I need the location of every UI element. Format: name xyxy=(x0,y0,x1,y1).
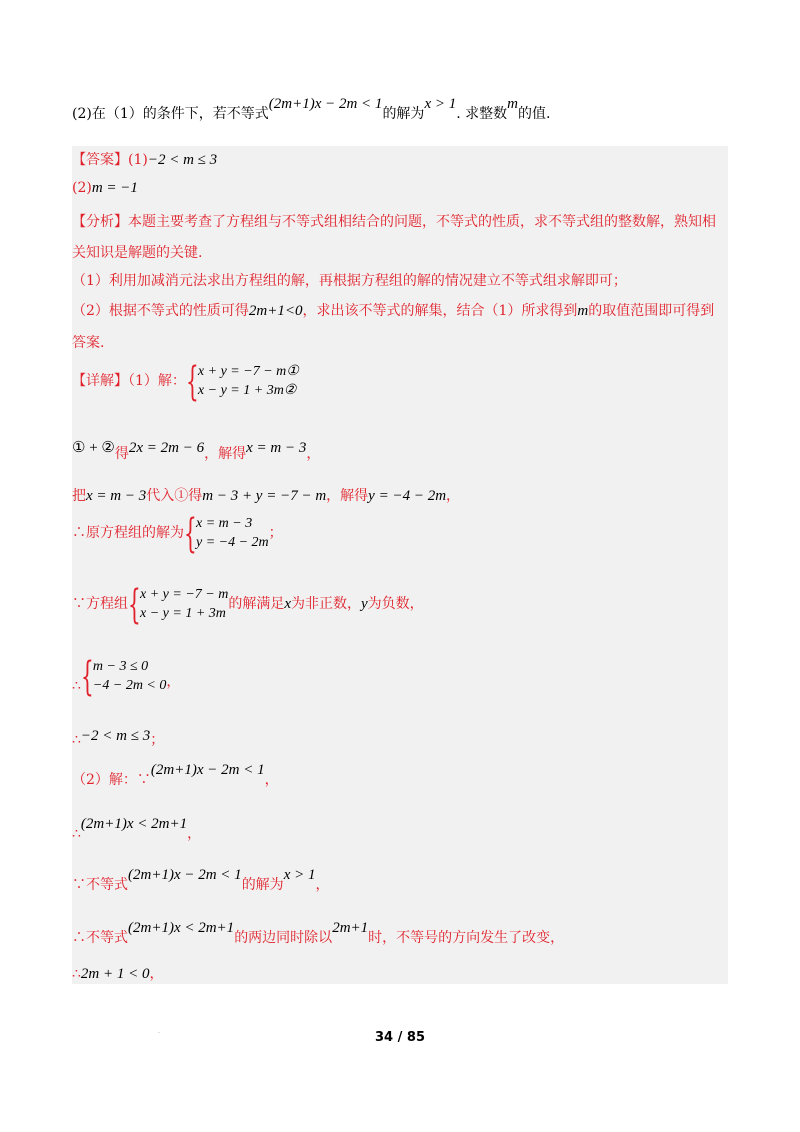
var-x: x xyxy=(284,596,291,612)
analysis-text: 本题主要考查了方程组与不等式组相结合的问题，不等式的性质，求不等式组的整数解，熟知相 xyxy=(128,214,716,230)
detail-tag: 【详解】 xyxy=(72,373,128,389)
text-de: 得 xyxy=(114,446,129,462)
equation-system-2: { x = m − 3 y = −4 − 2m xyxy=(184,511,269,557)
eq-sum-label: ① + ② xyxy=(72,440,115,456)
eq-substituted: m − 3 + y = −7 − m xyxy=(202,488,327,504)
text-solution-is-2: 的解为 xyxy=(241,877,284,893)
footer-dot: · xyxy=(158,1030,160,1037)
analysis-step2-text: （2）根据不等式的性质可得 xyxy=(72,303,249,319)
text-comma-4: ， xyxy=(264,772,279,788)
detail-part1-label: （1）解： xyxy=(128,373,186,389)
text-sign-changes: 时，不等号的方向发生了改变， xyxy=(368,930,565,946)
detail-line-7 xyxy=(72,730,164,750)
eq-y-solution: y = −4 − 2m xyxy=(368,488,447,504)
analysis-line-2 xyxy=(72,243,202,263)
ineq-system-row1: m − 3 ≤ 0 xyxy=(92,659,149,674)
analysis-step2-text-d: 答案. xyxy=(72,335,105,351)
ineq-system-row2: −4 − 2m < 0 xyxy=(92,678,167,693)
question-inequality: (2m+1)x − 2m < 1 xyxy=(268,96,383,112)
text-semicolon: ； xyxy=(268,525,283,541)
eq-part2-simplified-2: (2m+1)x < 2m+1 xyxy=(128,920,235,936)
system1-row2: x − y = 1 + 3m② xyxy=(197,383,297,398)
detail-line-11 xyxy=(72,920,565,948)
analysis-line-1 xyxy=(72,212,716,232)
inequality-system: { m − 3 ≤ 0 −4 − 2m < 0 xyxy=(80,654,167,700)
detail-line-2 xyxy=(72,438,321,462)
analysis-tag: 【分析】 xyxy=(72,214,128,230)
answer-part1-label: (1) xyxy=(128,152,148,168)
eq-part2-ineq: (2m+1)x − 2m < 1 xyxy=(150,762,265,778)
question-text: (2)在（1）的条件下，若不等式 xyxy=(72,106,269,122)
total-pages: 85 xyxy=(406,1030,425,1045)
eq-final-ineq: 2m + 1 < 0 xyxy=(80,966,150,982)
detail-part2-label: （2）解：∵ xyxy=(72,772,151,788)
question-text-2: 的解为 xyxy=(382,106,425,122)
text-because-ineq: ∵不等式 xyxy=(72,877,128,893)
text-satisfies: 的解满足 xyxy=(228,596,285,612)
analysis-step2-text-b: ，求出该不等式的解集，结合（1）所求得到 xyxy=(302,303,578,319)
question-line xyxy=(72,96,551,124)
text-jiede-2: ，解得 xyxy=(326,488,369,504)
analysis-step2-text-c: 的取值范围即可得到 xyxy=(588,303,715,319)
text-comma: ， xyxy=(306,446,321,462)
detail-line-9 xyxy=(72,816,202,844)
therefore-symbol-4: ∴ xyxy=(72,966,81,982)
analysis-step-2-cont xyxy=(72,333,104,353)
text-nonpositive: 为非正数， xyxy=(291,596,361,612)
system3-row2: x − y = 1 + 3m xyxy=(140,606,226,621)
eq-x-gt-1: x > 1 xyxy=(283,867,316,883)
system2-row2: y = −4 − 2m xyxy=(196,535,269,550)
page-number xyxy=(0,1030,800,1045)
therefore-symbol-3: ∴ xyxy=(72,826,81,842)
analysis-step-2 xyxy=(72,301,714,321)
text-comma-5: ， xyxy=(187,826,202,842)
current-page: 34 xyxy=(375,1030,394,1045)
detail-line-12 xyxy=(72,964,164,984)
text-ba: 把 xyxy=(72,488,86,504)
text-therefore-ineq: ∴不等式 xyxy=(72,930,128,946)
text-semicolon-2: ； xyxy=(150,732,165,748)
system1-row1: x + y = −7 − m① xyxy=(197,364,299,379)
eq-part2-simplified: (2m+1)x < 2m+1 xyxy=(80,816,188,832)
eq-x-solution: x = m − 3 xyxy=(246,440,307,456)
text-comma-6: ， xyxy=(315,877,330,893)
therefore-symbol: ∴ xyxy=(72,678,81,694)
var-y: y xyxy=(361,596,368,612)
answer-part2-label: (2) xyxy=(72,180,92,196)
question-text-3: . 求整数 xyxy=(456,106,508,122)
answer-line-2 xyxy=(72,178,138,198)
detail-line-10 xyxy=(72,867,330,895)
detail-line-5 xyxy=(72,582,424,628)
eq-2x: 2x = 2m − 6 xyxy=(128,440,205,456)
question-text-4: 的值. xyxy=(517,106,551,122)
therefore-symbol-2: ∴ xyxy=(72,732,81,748)
text-because-system: ∵方程组 xyxy=(72,596,128,612)
answer-part1-math: −2 < m ≤ 3 xyxy=(147,152,218,168)
text-comma-7: ， xyxy=(149,966,164,982)
eq-x-sub: x = m − 3 xyxy=(86,488,147,504)
equation-system-3: { x + y = −7 − m x − y = 1 + 3m xyxy=(128,582,229,628)
detail-line-1 xyxy=(72,359,299,405)
eq-m-range: −2 < m ≤ 3 xyxy=(80,728,151,744)
analysis-step1-text: （1）利用加减消元法求出方程组的解，再根据方程组的解的情况建立不等式组求解即可； xyxy=(72,273,627,289)
analysis-step-1 xyxy=(72,271,627,291)
text-solution-is: ∴原方程组的解为 xyxy=(72,525,184,541)
equation-system-1: { x + y = −7 − m① x − y = 1 + 3m② xyxy=(185,359,299,405)
text-divide-both: 的两边同时除以 xyxy=(234,930,333,946)
analysis-step2-math: 2m+1<0 xyxy=(248,303,303,319)
analysis-step2-var: m xyxy=(577,303,589,319)
page-separator: / xyxy=(397,1030,403,1045)
system3-row1: x + y = −7 − m xyxy=(140,587,229,602)
question-solution: x > 1 xyxy=(424,96,457,112)
eq-part2-ineq-2: (2m+1)x − 2m < 1 xyxy=(128,867,242,883)
text-substitute: 代入①得 xyxy=(146,488,203,504)
text-negative: 为负数， xyxy=(367,596,424,612)
text-comma-2: ， xyxy=(446,488,461,504)
question-variable: m xyxy=(507,96,518,112)
eq-divisor: 2m+1 xyxy=(332,920,369,936)
detail-line-4 xyxy=(72,511,283,557)
analysis-text-2: 关知识是解题的关键. xyxy=(72,245,203,261)
text-jiede: ，解得 xyxy=(204,446,247,462)
detail-line-8 xyxy=(72,762,279,790)
detail-line-3 xyxy=(72,486,460,506)
text-comma-3: ， xyxy=(166,674,181,690)
detail-line-6 xyxy=(72,654,181,700)
answer-line-1 xyxy=(72,150,217,170)
answer-part2-math: m = −1 xyxy=(91,180,138,196)
answer-tag: 【答案】 xyxy=(72,152,128,168)
system2-row1: x = m − 3 xyxy=(196,516,253,531)
